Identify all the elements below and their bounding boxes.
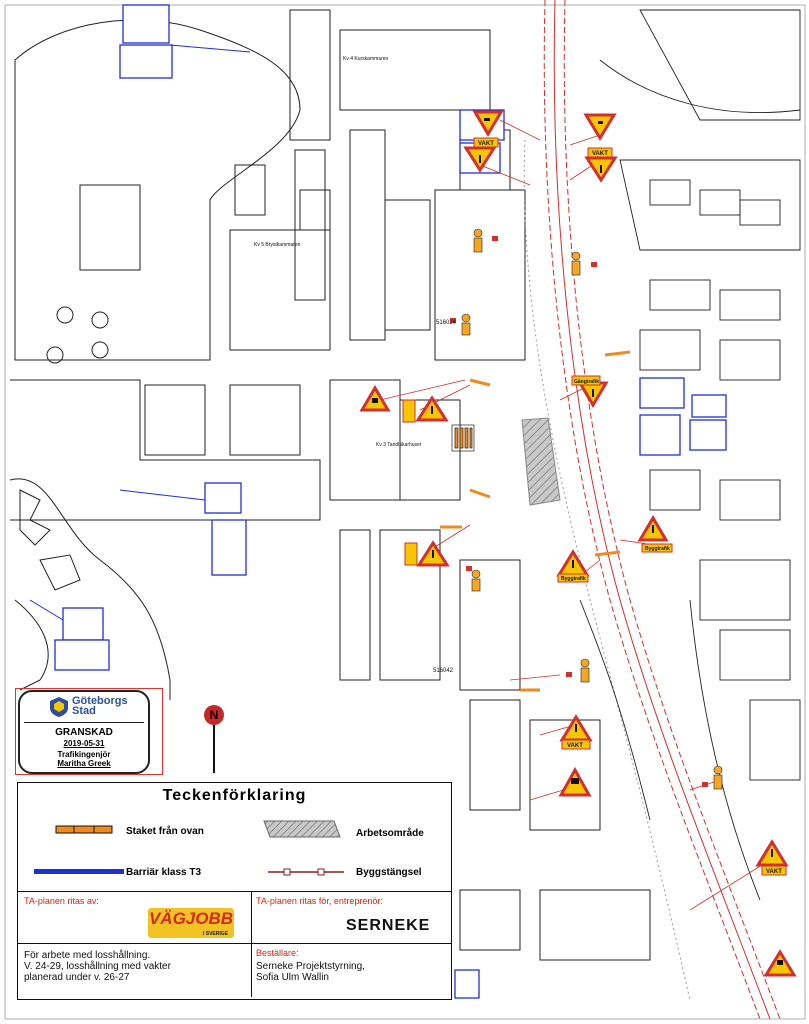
stamp-person: Maritha Greek <box>57 759 111 768</box>
stamp-role: Trafikingenjör <box>57 750 111 759</box>
legend-item-label-2: Arbetsområde <box>356 828 424 839</box>
road-lines <box>524 0 780 1019</box>
legend-item-label-3: Barriär klass T3 <box>126 867 202 878</box>
work-note-line-1: För arbete med losshållning. <box>24 950 151 961</box>
north-arrow-shaft-icon <box>209 725 219 773</box>
orange-fences <box>440 352 630 690</box>
work-note-line-3: planerad under v. 26-27 <box>24 972 130 983</box>
work-area <box>522 418 560 505</box>
block-label-left: Kv 5 Brystkammaren <box>254 242 301 248</box>
vagjobb-logo-sub: I SVERIGE <box>202 931 228 937</box>
flagger-3 <box>462 314 470 322</box>
legend-divider-1 <box>18 891 451 892</box>
legend-divider-2 <box>18 943 451 944</box>
flagger-1 <box>474 229 482 237</box>
parcel-label-1: 516024 <box>436 320 457 326</box>
stamp-city-line1: Göteborgs <box>72 695 128 707</box>
vakt-label-1: VAKT <box>478 141 494 147</box>
drawn-by-label: TA-planen ritas av: <box>24 896 99 906</box>
work-note <box>24 950 171 983</box>
vagjobb-logo-text: VÄGJOBB <box>148 909 234 928</box>
flagger-5 <box>581 659 589 667</box>
approval-stamp <box>18 690 150 774</box>
stamp-city-line2: Stad <box>72 705 96 717</box>
flagger-6 <box>714 766 722 774</box>
byggtrafik-label-2: Byggtrafik <box>645 546 670 552</box>
legend-box <box>17 782 452 1000</box>
construction-fence-symbol-icon <box>266 867 346 877</box>
legend-title: Teckenförklaring <box>162 787 307 804</box>
stamp-divider <box>24 722 144 723</box>
serneke-logo: SERNEKE <box>346 917 431 934</box>
contractor-label: TA-planen ritas för, entreprenör: <box>256 896 383 906</box>
vakt-label-2: VAKT <box>592 151 608 157</box>
orange-fence-symbol-icon <box>54 825 114 835</box>
legend-item-label-1: Staket från ovan <box>126 826 204 837</box>
block-label-center: Kv 3 Tandläkarhuset <box>376 442 422 448</box>
stamp-date: 2019-05-31 <box>63 739 105 748</box>
gangtrafik-label: Gångtrafik <box>574 379 600 385</box>
street-label-top: Kv 4 Kurskammaren <box>343 56 389 62</box>
blue-barrier-symbol-icon <box>34 868 124 876</box>
warning-sign-2 <box>586 115 614 138</box>
stamp-status: GRANSKAD <box>55 727 113 738</box>
legend-vdivider <box>251 891 252 997</box>
parcel-label-2: 516042 <box>433 668 454 674</box>
sign-captions <box>403 138 786 875</box>
flags <box>450 236 708 787</box>
flaggers <box>462 229 722 789</box>
residential-blocks <box>580 10 800 900</box>
north-arrow <box>204 705 224 727</box>
park-area <box>10 20 330 700</box>
legend-item-label-4: Byggstängsel <box>356 867 422 878</box>
vakt-label-3: VAKT <box>567 743 583 749</box>
work-note-line-2: V. 24-29, losshållning med vakter <box>24 961 171 972</box>
goteborg-crest-icon <box>48 696 70 718</box>
client-info <box>256 961 365 983</box>
client-line-1: Serneke Projektstyrning, <box>256 961 365 972</box>
hatched-area-symbol-icon <box>262 819 342 839</box>
road-barrier-gate <box>452 425 474 451</box>
vagjobb-logo <box>148 908 234 938</box>
client-label: Beställare: <box>256 948 299 958</box>
north-arrow-label: N <box>204 705 224 725</box>
byggtrafik-label-1: Byggtrafik <box>561 576 586 582</box>
flagger-2 <box>572 252 580 260</box>
stamp-city <box>72 696 128 716</box>
map-labels <box>254 56 457 674</box>
vakt-label-4: VAKT <box>766 869 782 875</box>
client-line-2: Sofia Ulm Wallin <box>256 972 329 983</box>
flagger-4 <box>472 570 480 578</box>
